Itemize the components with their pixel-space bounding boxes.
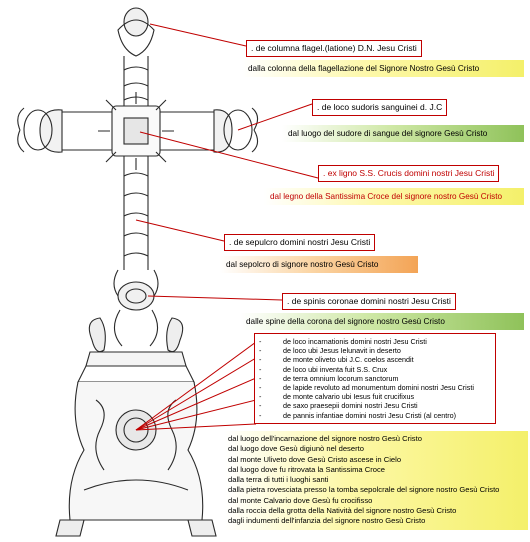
list-item: dal luogo dove fu ritrovata la Santissima Croce [228, 464, 386, 474]
latin-label-croce: . ex ligno S.S. Crucis domini nostri Jesu Cristi [318, 165, 499, 182]
list-item: - de saxo praesepii domini nostri Jesu Cristi [259, 401, 418, 411]
list-item: dalla terra di tutti i luoghi santi [228, 475, 329, 485]
list-item: dal luogo dove Gesù digiunò nel deserto [228, 444, 364, 454]
list-item: - de pannis infantiae domini nostri Jesu Cristi (al centro) [259, 410, 456, 420]
base-relics-latin-list [254, 333, 496, 424]
italian-translation-colonna: dalla colonna della flagellazione del Signore Nostro Gesù Cristo [242, 60, 524, 77]
list-item: dal monte Calvario dove Gesù fu crocifisso [228, 495, 373, 505]
list-item: - de lapide revoluto ad monumentum domini nostri Jesu Cristi [259, 383, 474, 393]
latin-label-sudore: . de loco sudoris sanguinei d. J.C [312, 99, 447, 116]
italian-translation-sudore: dal luogo del sudore di sangue del signore Gesù Cristo [282, 125, 524, 142]
list-item: - de monte calvario ubi Iesus fuit crucifixus [259, 392, 415, 402]
list-item: dal luogo dell'incarnazione del signore nostro Gesù Cristo [228, 434, 422, 443]
italian-translation-sepolcro: dal sepolcro di signore nostro Gesù Cristo [220, 256, 418, 273]
list-item: dagli indumenti dell'infanzia del signore nostro Gesù Cristo [228, 516, 426, 526]
latin-label-colonna: . de columna flagel.(latione) D.N. Jesu Cristi [246, 40, 422, 57]
list-item: dalla roccia della grotta della Natività del signore nostro Gesù Cristo [228, 506, 457, 516]
list-item: - de loco ubi inventa fuit S.S. Crux [259, 364, 388, 374]
base-relics-italian-list [224, 431, 528, 530]
list-item: - de monte oliveto ubi J.C. coelos ascendit [259, 355, 414, 365]
list-item: - de loco ubi Jesus Ielunavit in deserto [259, 346, 401, 356]
latin-label-spine: . de spinis coronae domini nostri Jesu Cristi [282, 293, 456, 310]
list-item: - de loco incarnationis domini nostri Jesu Cristi [259, 337, 427, 346]
italian-translation-croce: dal legno della Santissima Croce del signore nostro Gesù Cristo [264, 188, 524, 205]
list-item: dalla pietra rovesciata presso la tomba sepolcrale del signore nostro Gesù Cristo [228, 485, 500, 495]
italian-translation-spine: dalle spine della corona del signore nostro Gesù Cristo [240, 313, 524, 330]
list-item: - de terra omnium locorum sanctorum [259, 373, 399, 383]
list-item: dal monte Uliveto dove Gesù Cristo ascese in Cielo [228, 454, 402, 464]
latin-label-sepolcro: . de sepulcro domini nostri Jesu Cristi [224, 234, 375, 251]
